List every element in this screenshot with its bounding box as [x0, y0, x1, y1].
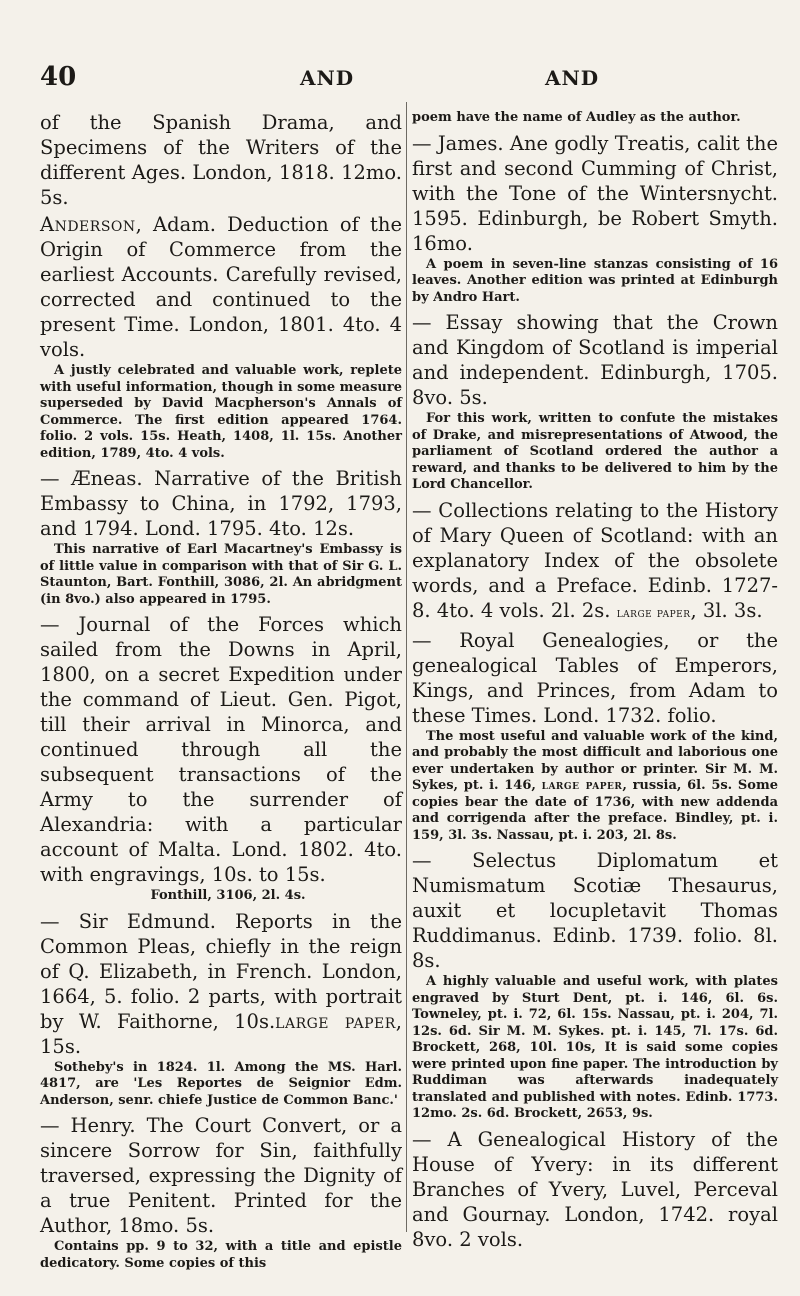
- entry-small-caps: large paper: [275, 1009, 396, 1033]
- entry-name: Anderson: [40, 213, 136, 236]
- entry-note: Contains pp. 9 to 32, with a title and epistle dedicatory. Some copies of this: [40, 1239, 402, 1271]
- note-text: The most useful and valuable work of the kind, and probably the most difficult and laborious one ever undertaken by author or printer. Sir M. M. Sykes, pt. i. 146,: [412, 728, 778, 793]
- entry: — A Genealogical History of the House of Yvery: in its different Branches of Yvery, Luvel, Perceval and Gournay. London, 1742. royal 8vo. 2 vols.: [412, 1127, 778, 1251]
- entry: — Journal of the Forces which sailed from the Downs in April, 1800, on a secret Expedition under the command of Lieut. Gen. Pigot, till their arrival in Minorca, and continued through all the subsequent transactions of the Army to the surrender of Alexandria: with a particular account of Malta. Lond. 1802. 4to. with engravings, 10s. to 15s.: [40, 613, 402, 886]
- entry: — Æneas. Narrative of the British Embassy to China, in 1792, 1793, and 1794. Lond. 1795. 4to. 12s.: [40, 467, 402, 540]
- note-text: , russia, 6l. 5s. Some copies bear the date of 1736, with new addenda and corrigenda after the preface. Bindley, pt. i. 159, 3l. 3s. Nassau, pt. i. 203, 2l. 8s.: [412, 778, 778, 843]
- column-divider: [406, 102, 407, 1232]
- entry-note: This narrative of Earl Macartney's Embassy is of little value in comparison with that of Sir G. L. Staunton, Bart. Fonthill, 3086, 2l. An abridgment (in 8vo.) also appeared in 1795.: [40, 542, 402, 607]
- entry-note: A poem in seven-line stanzas consisting of 16 leaves. Another edition was printed at Edinburgh by Andro Hart.: [412, 256, 778, 305]
- page-number: 40: [40, 62, 77, 92]
- entry-small-caps: large paper: [616, 605, 691, 621]
- page-header: [40, 62, 760, 92]
- entry-note: poem have the name of Audley as the author.: [412, 110, 741, 125]
- entry-note: A highly valuable and useful work, with plates engraved by Sturt Dent, pt. i. 146, 6l. 6s. Towneley, pt. i. 72, 6l. 15s. Nassau, pt. i. 204, 7l. 12s. 6d. Sir M. M. Sykes. pt. i. 145, 7l. 17s. 6d. Brockett, 268, 10l. 10s, It is said some copies were printed upon fine paper. The introduction by Ruddiman was afterwards inadequately translated and published with notes. Edinb. 1773. 12mo. 2s. 6d. Brockett, 2653, 9s.: [412, 974, 778, 1121]
- entry-note: For this work, written to confute the mistakes of Drake, and misrepresentations of Atwood, the parliament of Scotland ordered the author a reward, and thanks to be delivered to him by the Lord Chancellor.: [412, 411, 778, 492]
- entry: — Henry. The Court Convert, or a sincere Sorrow for Sin, faithfully traversed, expressing the Dignity of a true Penitent. Printed for the Author, 18mo. 5s.: [40, 1114, 402, 1237]
- entry: [40, 909, 402, 1059]
- entry-text: , 15s.: [40, 1009, 402, 1058]
- right-column: [412, 110, 778, 1252]
- running-head-left: AND: [300, 66, 355, 90]
- entry: — James. Ane godly Treatis, calit the first and second Cumming of Christ, with the Tone of the Wintersnycht. 1595. Edinburgh, be Robert Smyth. 16mo.: [412, 131, 778, 255]
- entry-note: A justly celebrated and valuable work, replete with useful information, though in some measure superseded by David Macpherson's Annals of Commerce. The first edition appeared 1764. folio. 2 vols. 15s. Heath, 1408, 1l. 15s. Another edition, 1789, 4to. 4 vols.: [40, 363, 402, 461]
- entry: of the Spanish Drama, and Specimens of the Writers of the different Ages. London, 1818. 12mo. 5s.: [40, 111, 402, 209]
- entry: — Selectus Diplomatum et Numismatum Scotiæ Thesaurus, auxit et locupletavit Thomas Ruddimanus. Edinb. 1739. folio. 8l. 8s.: [412, 849, 778, 972]
- entry-text: — Sir Edmund. Reports in the Common Pleas, chiefly in the reign of Q. Elizabeth, in French. London, 1664, 5. folio. 2 parts, with portrait by W. Faithorne, 10s.: [40, 909, 402, 1033]
- entry: [40, 212, 402, 362]
- entry-text: , Adam. Deduction of the Origin of Commerce from the earliest Accounts. Carefully revised, corrected and continued to the present Time. London, 1801. 4to. 4 vols.: [40, 213, 402, 361]
- entry-note: Sotheby's in 1824. 1l. Among the MS. Harl. 4817, are 'Les Reportes de Seignior Edm. Anderson, senr. chiefe Justice de Common Banc.': [40, 1059, 402, 1108]
- note-small-caps: large paper: [541, 778, 623, 793]
- running-head-right: AND: [545, 66, 600, 90]
- entry-note: Fonthill, 3106, 2l. 4s.: [150, 888, 306, 903]
- entry: — Royal Genealogies, or the genealogical Tables of Emperors, Kings, and Princes, from Adam to these Times. Lond. 1732. folio.: [412, 628, 778, 727]
- left-column: [40, 110, 402, 1276]
- entry-text: — Collections relating to the History of Mary Queen of Scotland: with an explanatory Index of the obsolete words, and a Preface. Edinb. 1727-8. 4to. 4 vols. 2l. 2s.: [412, 498, 778, 622]
- entry: [412, 498, 778, 626]
- entry-note: [412, 729, 778, 845]
- entry: — Essay showing that the Crown and Kingdom of Scotland is imperial and independent. Edinburgh, 1705. 8vo. 5s.: [412, 311, 778, 409]
- entry-text: , 3l. 3s.: [690, 598, 763, 622]
